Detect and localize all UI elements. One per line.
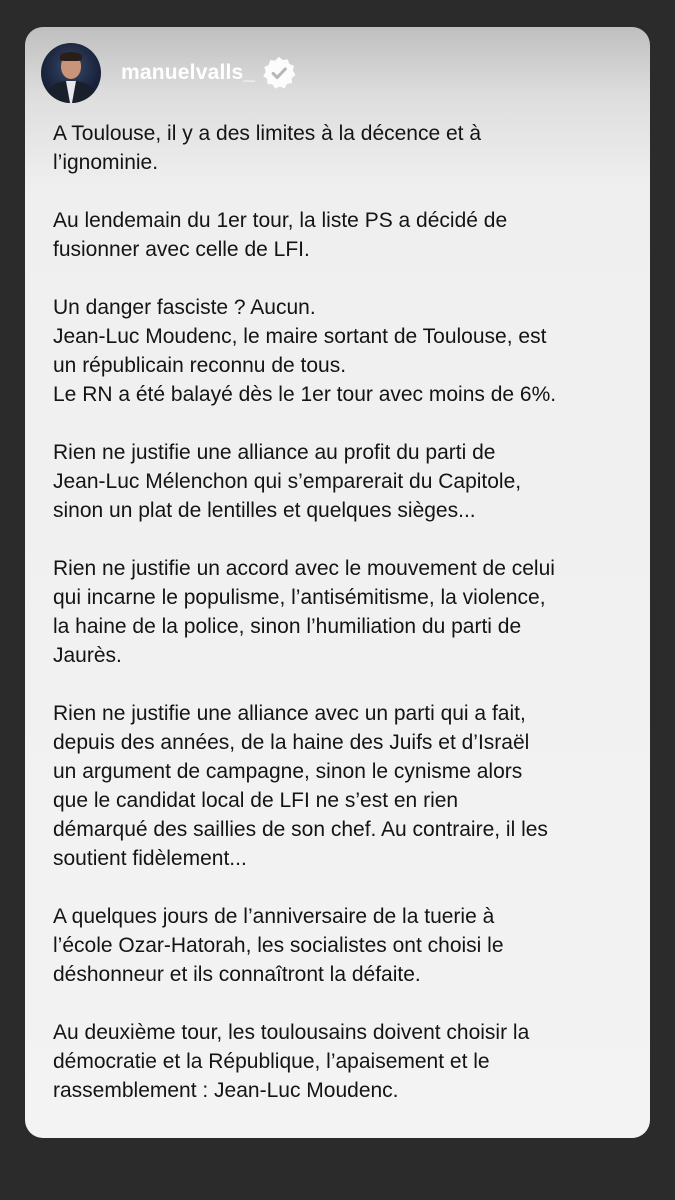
verified-badge-icon [261,55,297,91]
post-line: fusionner avec celle de LFI. [53,238,310,261]
avatar-hair [60,52,82,61]
post-text [53,119,643,1134]
post-paragraph [53,902,643,989]
story-card [25,27,650,1138]
post-line: Rien ne justifie un accord avec le mouvement de celui [53,557,555,580]
post-line: soutient fidèlement... [53,847,247,870]
post-paragraph [53,438,643,525]
post-line: que le candidat local de LFI ne s’est en rien [53,789,459,812]
post-paragraph [53,554,643,670]
post-line: A quelques jours de l’anniversaire de la tuerie à [53,905,495,928]
post-paragraph [53,119,643,177]
post-line: démocratie et la République, l’apaisement et le [53,1050,490,1073]
post-line: Le RN a été balayé dès le 1er tour avec moins de 6%. [53,383,557,406]
post-line: Jean-Luc Moudenc, le maire sortant de Toulouse, est [53,325,547,348]
post-line: A Toulouse, il y a des limites à la décence et à [53,122,482,145]
post-line: sinon un plat de lentilles et quelques sièges... [53,499,476,522]
post-line: depuis des années, de la haine des Juifs et d’Israël [53,731,530,754]
post-line: Jean-Luc Mélenchon qui s’emparerait du Capitole, [53,470,522,493]
post-line: un républicain reconnu de tous. [53,354,347,377]
post-line: Un danger fasciste ? Aucun. [53,296,316,319]
post-line: Rien ne justifie une alliance avec un parti qui a fait, [53,702,526,725]
post-line: Jaurès. [53,644,122,667]
post-line: la haine de la police, sinon l’humiliation du parti de [53,615,522,638]
post-line: Au deuxième tour, les toulousains doivent choisir la [53,1021,530,1044]
post-line: déshonneur et ils connaîtront la défaite. [53,963,421,986]
post-line: l’école Ozar-Hatorah, les socialistes ont choisi le [53,934,504,957]
username[interactable]: manuelvalls_ [121,61,256,84]
post-paragraph [53,1018,643,1105]
story-header [41,41,297,105]
avatar[interactable] [41,43,101,103]
post-line: Rien ne justifie une alliance au profit du parti de [53,441,496,464]
post-line: démarqué des saillies de son chef. Au contraire, il les [53,818,548,841]
post-paragraph [53,206,643,264]
post-line: l’ignominie. [53,151,159,174]
post-line: qui incarne le populisme, l’antisémitisme, la violence, [53,586,546,609]
post-paragraph [53,699,643,873]
post-line: rassemblement : Jean-Luc Moudenc. [53,1079,399,1102]
post-line: Au lendemain du 1er tour, la liste PS a décidé de [53,209,508,232]
post-paragraph [53,293,643,409]
post-line: un argument de campagne, sinon le cynisme alors [53,760,523,783]
